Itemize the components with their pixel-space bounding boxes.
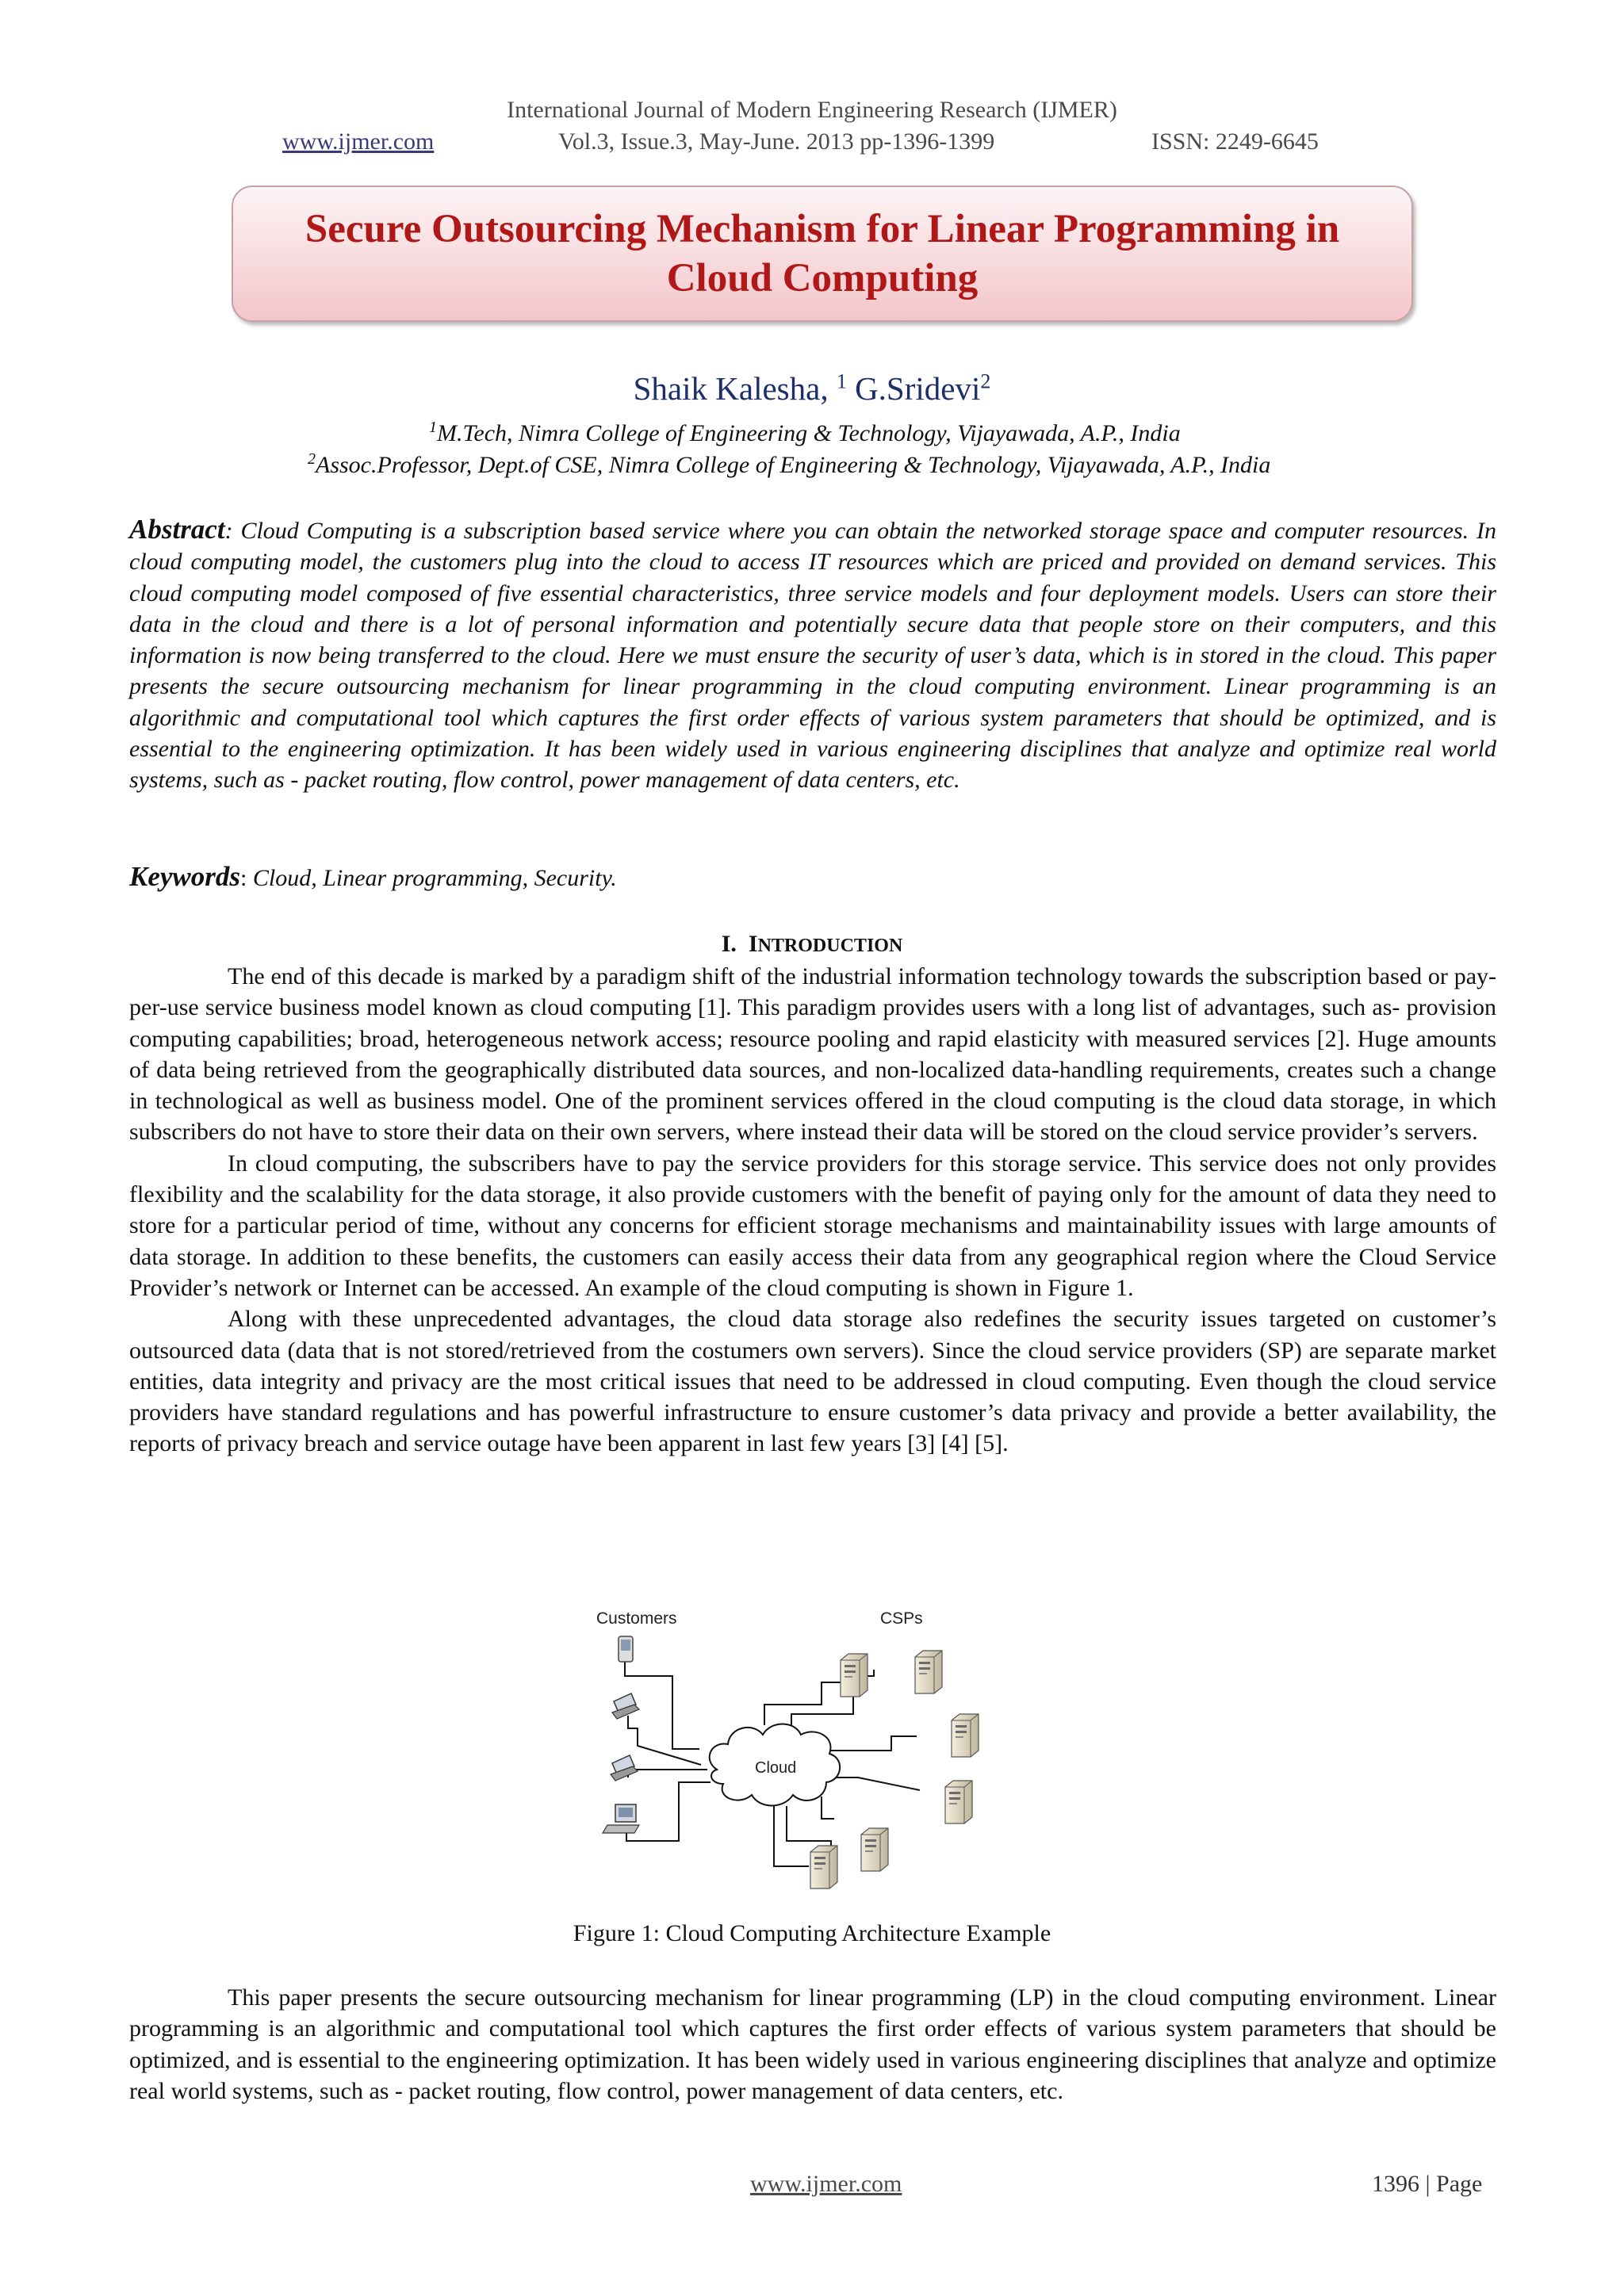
header-website-link[interactable]: www.ijmer.com — [282, 128, 435, 155]
closing-paragraph-block — [129, 1982, 1496, 2107]
author-line — [0, 369, 1624, 408]
server-icon — [915, 1651, 942, 1693]
section-initial: I — [748, 931, 758, 957]
server-icon — [952, 1714, 979, 1757]
figure-cloud-architecture — [584, 1594, 1028, 1911]
author-2: G.Sridevi — [855, 370, 981, 407]
page-number: 1396 | Page — [1372, 2171, 1483, 2197]
affiliation-2-sup: 2 — [308, 450, 316, 468]
intro-paragraph-3: Along with these unprecedented advantages, the cloud data storage also redefines the security issues targeted on customer’s outsourced data (data that is not stored/retrieved from the costumers own servers). Since the cloud service providers (SP) are separate market entities, data integrity and privacy are the most critical issues that need to be addressed in cloud computing. Even though the cloud service providers have standard regulations and has powerful infrastructure to ensure customer’s data privacy and provide a better availability, the reports of privacy breach and service outage have been apparent in last few years [3] [4] [5]. — [129, 1306, 1496, 1457]
closing-paragraph: This paper presents the secure outsourcing mechanism for linear programming (LP) in the cloud computing environment. Linear programming is an algorithmic and computational tool which captures the first order effects of various system parameters that should be optimized, and is essential to the engineering optimization. It has been widely used in various engineering disciplines that analyze and optimize real world systems, such as - packet routing, flow control, power management of data centers, etc. — [129, 1984, 1496, 2104]
introduction-body — [129, 961, 1496, 1460]
cloud-label: Cloud — [755, 1759, 797, 1777]
intro-paragraph-1: The end of this decade is marked by a paradigm shift of the industrial information technology towards the subscription based or pay-per-use service business model known as cloud computing [1]. This paradigm provides users with a long list of advantages, such as- provision computing capabilities; broad, heterogeneous network access; resource pooling and rapid elasticity with measured services [2]. Huge amounts of data being retrieved from the geographically distributed data sources, and non-localized data-handling requirements, creates such a change in technological as well as business model. One of the prominent services offered in the cloud computing is the cloud data storage, in which subscribers do not have to store their data on their own servers, where instead their data will be stored on the cloud service provider’s servers. — [129, 963, 1496, 1146]
server-icon — [810, 1846, 837, 1888]
server-icon — [861, 1828, 888, 1871]
abstract-text: Cloud Computing is a subscription based service where you can obtain the networked storage space and computer resources. In cloud computing model, the customers plug into the cloud to access IT resources which are priced and provided on demand services. This cloud computing model composed of five essential characteristics, three service models and four deployment models. Users can store their data in the cloud and there is a lot of personal information and potentially secure data that people store on their computers, and this information is now being transferred to the cloud. Here we must ensure the security of user’s data, which is in stored in the cloud. This paper presents the secure outsourcing mechanism for linear programming in the cloud computing environment. Linear programming is an algorithmic and computational tool which captures the first order effects of various system parameters that should be optimized, and is essential to the engineering optimization. It has been widely used in various engineering disciplines that analyze and optimize real world systems, such as - packet routing, flow control, power management of data centers, etc. — [129, 518, 1496, 794]
abstract: Abstract: Cloud Computing is a subscription based service where you can obtain the networked storage space and computer resources. In cloud computing model, the customers plug into the cloud to access IT resources which are priced and provided on demand services. This cloud computing model composed of five essential characteristics, three service models and four deployment models. Users can store their data in the cloud and there is a lot of personal information and potentially secure data that people store on their computers, and this information is now being transferred to the cloud. Here we must ensure the security of user’s data, which is in stored in the cloud. This paper presents the secure outsourcing mechanism for linear programming in the cloud computing environment. Linear programming is an algorithmic and computational tool which captures the first order effects of various system parameters that should be optimized, and is essential to the engineering optimization. It has been widely used in various engineering disciplines that analyze and optimize real world systems, such as - packet routing, flow control, power management of data centers, etc. — [129, 514, 1496, 794]
server-icon — [841, 1654, 868, 1697]
laptop-icon — [612, 1693, 639, 1719]
abstract-label: Abstract — [129, 514, 225, 545]
section-number: I. — [721, 931, 737, 957]
footer-website-link[interactable]: www.ijmer.com — [750, 2171, 902, 2197]
header-volume: Vol.3, Issue.3, May-June. 2013 pp-1396-1399 — [558, 128, 995, 155]
affiliation-2-text: Assoc.Professor, Dept.of CSE, Nimra College of Engineering & Technology, Vijayawada, A.P., India — [316, 452, 1271, 478]
author-1: Shaik Kalesha, — [633, 370, 829, 407]
server-icon — [945, 1781, 972, 1823]
affiliation-1-text: M.Tech, Nimra College of Engineering & Technology, Vijayawada, A.P., India — [437, 420, 1181, 446]
paper-title: Secure Outsourcing Mechanism for Linear Programming in Cloud Computing — [304, 207, 1340, 300]
affiliation-1 — [429, 419, 1181, 447]
customers-label: Customers — [596, 1609, 677, 1628]
affiliation-2 — [308, 450, 1270, 479]
header-issn: ISSN: 2249-6645 — [1151, 128, 1319, 155]
affiliation-1-sup: 1 — [429, 419, 437, 436]
phone-icon — [619, 1636, 633, 1662]
customer-connections — [625, 1662, 710, 1841]
keywords-text: Cloud, Linear programming, Security. — [252, 865, 617, 891]
author-2-sup: 2 — [980, 369, 991, 393]
keywords: Keywords: Cloud, Linear programming, Security. — [129, 861, 617, 892]
section-title-rest: NTRODUCTION — [757, 936, 903, 956]
journal-name: International Journal of Modern Engineering Research (IJMER) — [507, 97, 1117, 123]
section-heading-introduction — [0, 931, 1624, 958]
laptop-icon — [611, 1755, 638, 1781]
intro-paragraph-2: In cloud computing, the subscribers have to pay the service providers for this storage service. This service does not only provides flexibility and the scalability for the data storage, it also provide customers with the benefit of paying only for the amount of data they need to store for a particular period of time, without any concerns for efficient storage mechanisms and maintainability issues with large amounts of data storage. In addition to these benefits, the customers can easily access their data from any geographical region where the Cloud Service Provider’s network or Internet can be accessed. An example of the cloud computing is shown in Figure 1. — [129, 1150, 1496, 1301]
csps-label: CSPs — [880, 1609, 923, 1628]
author-1-sup: 1 — [836, 369, 847, 393]
figure-caption: Figure 1: Cloud Computing Architecture Example — [573, 1920, 1051, 1946]
desktop-computer-icon — [603, 1804, 639, 1833]
title-box — [232, 186, 1413, 322]
keywords-label: Keywords — [129, 861, 240, 892]
